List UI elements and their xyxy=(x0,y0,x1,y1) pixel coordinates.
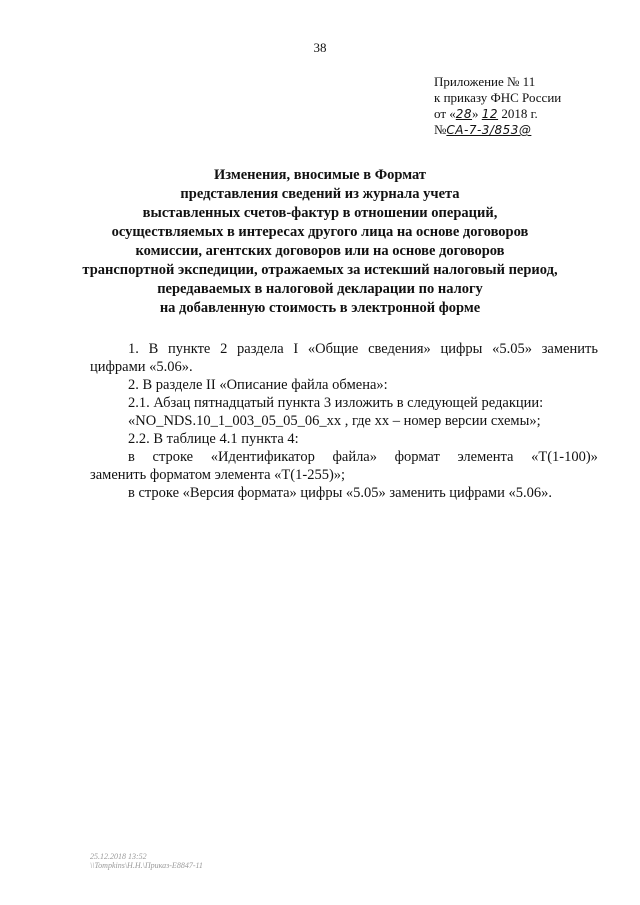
number-handwritten: СА-7-3/853@ xyxy=(446,123,532,137)
date-prefix: от « xyxy=(434,106,456,121)
word: В xyxy=(148,341,159,357)
appendix-order-ref: к приказу ФНС России xyxy=(434,90,562,105)
word: «T(1-100)» xyxy=(531,449,598,465)
title-line: комиссии, агентских договоров или на основе договоров xyxy=(135,243,505,259)
appendix-block xyxy=(434,74,624,138)
word: 1. xyxy=(128,341,139,357)
word: «Общие xyxy=(307,341,359,357)
paragraph-2-2-row xyxy=(90,448,598,466)
page-number: 38 xyxy=(313,40,327,55)
title-line: осуществляемых в интересах другого лица на основе договоров xyxy=(111,224,529,240)
word: заменить xyxy=(541,341,598,357)
paragraph-2-1: 2.1. Абзац пятнадцатый пункта 3 изложить в следующей редакции: xyxy=(128,395,544,411)
word: «5.05» xyxy=(492,341,532,357)
date-year: 2018 г. xyxy=(501,106,538,121)
paragraph-2-2-version: в строке «Версия формата» цифры «5.05» заменить цифрами «5.06». xyxy=(128,485,552,501)
word: 2 xyxy=(220,341,228,357)
footer-stamp xyxy=(90,852,203,870)
title-line: выставленных счетов-фактур в отношении операций, xyxy=(142,205,498,221)
paragraph-2-1-text: «NO_NDS.10_1_003_05_05_06_xx , где xx – номер версии схемы»; xyxy=(128,413,541,429)
title-line: передаваемых в налоговой декларации по налогу xyxy=(157,281,483,297)
word: строке xyxy=(152,449,194,465)
footer-timestamp: 25.12.2018 13:52 xyxy=(90,852,147,861)
word: раздела xyxy=(237,341,284,357)
title-line: Изменения, вносимые в Формат xyxy=(213,167,427,183)
word: формат xyxy=(394,449,440,465)
title-line: транспортной экспедиции, отражаемых за истекший налоговый период, xyxy=(82,262,558,278)
date-day-handwritten: 28 xyxy=(455,107,473,121)
word: элемента xyxy=(457,449,514,465)
appendix-date xyxy=(434,106,624,122)
paragraph-2: 2. В разделе II «Описание файла обмена»: xyxy=(128,377,388,393)
word: цифры xyxy=(440,341,483,357)
word: сведения» xyxy=(368,341,431,357)
word: в xyxy=(128,449,135,465)
date-mid: » xyxy=(472,106,479,121)
date-month-handwritten: 12 xyxy=(481,107,499,121)
word: I xyxy=(293,341,299,357)
number-prefix: № xyxy=(434,122,447,137)
paragraph-1 xyxy=(90,340,598,358)
paragraph-2-2: 2.2. В таблице 4.1 пункта 4: xyxy=(128,431,299,447)
word: пункте xyxy=(167,341,211,357)
paragraph-2-2-row-continuation: заменить форматом элемента «T(1-255)»; xyxy=(90,467,346,483)
word: файла» xyxy=(332,449,377,465)
word: «Идентификатор xyxy=(210,449,315,465)
appendix-number xyxy=(434,122,624,138)
title-line: представления сведений из журнала учета xyxy=(180,186,460,202)
document-title xyxy=(60,166,580,318)
title-line: на добавленную стоимость в электронной форме xyxy=(159,300,481,316)
appendix-title: Приложение № 11 xyxy=(434,74,536,89)
paragraph-1-continuation: цифрами «5.06». xyxy=(90,359,193,375)
document-body xyxy=(90,340,598,502)
footer-file-path: \\Tompkins\H.H.\Приказ-E8847-11 xyxy=(90,861,203,870)
